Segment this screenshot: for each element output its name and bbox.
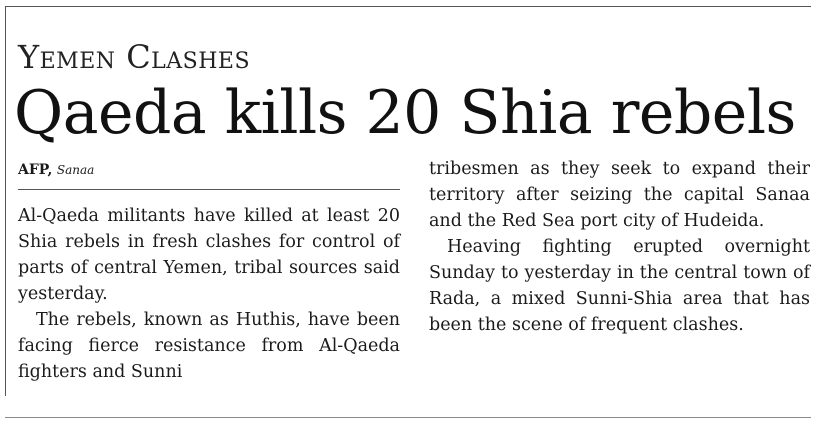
- article-column-left: [18, 203, 400, 385]
- article-kicker: Yemen Clashes: [18, 38, 251, 76]
- paragraph-lead: Al-Qaeda militants have killed at least 20 Shia rebels in fresh clashes for control of parts of central Yemen, tribal sources said yesterday.: [18, 206, 400, 304]
- byline: [18, 162, 94, 178]
- article-headline: Qaeda kills 20 Shia rebels: [14, 78, 796, 148]
- article-column-right: [429, 156, 810, 338]
- left-border-rule: [5, 6, 6, 396]
- paragraph-continuation: tribesmen as they seek to expand their territory after seizing the capital Sanaa and the Red Sea port city of Hudeida.: [429, 159, 810, 231]
- byline-city: Sanaa: [56, 163, 95, 177]
- bottom-border-rule: [5, 417, 811, 418]
- byline-divider: [18, 189, 400, 190]
- paragraph-rebels: The rebels, known as Huthis, have been facing fierce resistance from Al-Qaeda fighters and Sunni: [18, 310, 400, 382]
- byline-agency: AFP,: [18, 162, 53, 178]
- paragraph-fighting: Heaving fighting erupted overnight Sunday to yesterday in the central town of Rada, a mixed Sunni-Shia area that has been the scene of frequent clashes.: [429, 237, 810, 335]
- top-border-rule: [5, 6, 811, 7]
